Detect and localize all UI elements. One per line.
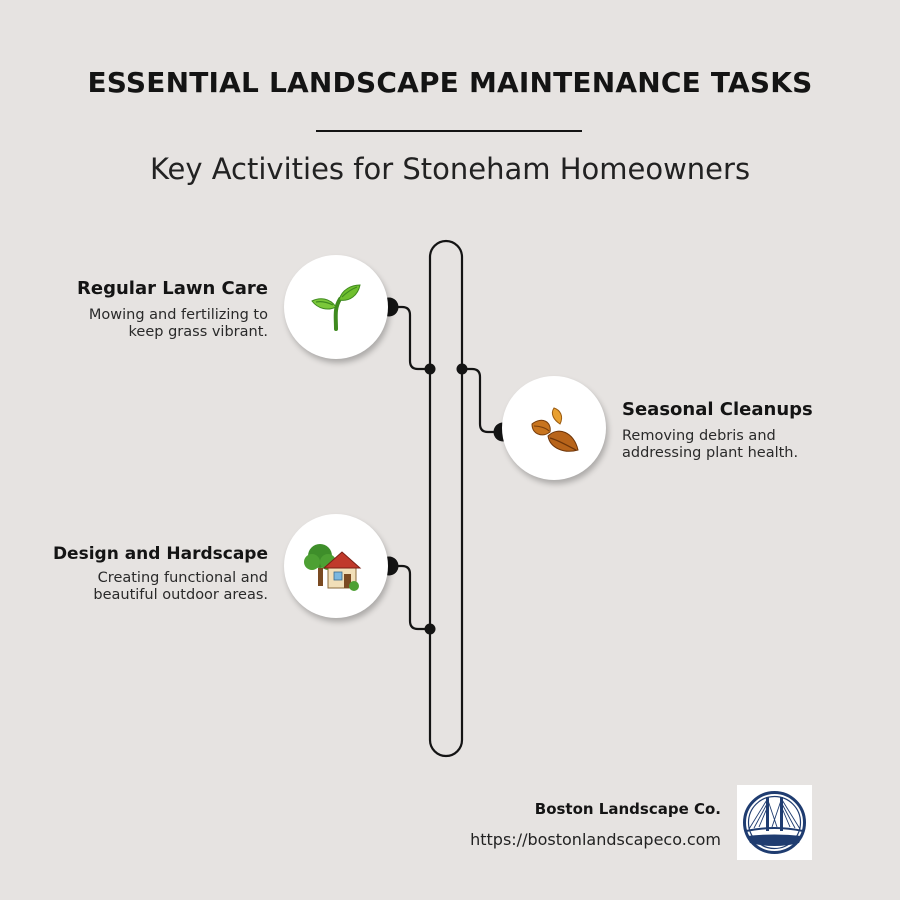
connector-design-hardscape (389, 566, 430, 629)
lawn-care-description-line: Mowing and fertilizing to (88, 307, 268, 323)
seedling-icon (284, 255, 388, 359)
lawn-care-description (89, 307, 268, 341)
company-url[interactable]: https://bostonlandscapeco.com (470, 830, 721, 849)
connector-lawn-care (389, 307, 430, 369)
junction-design-hardscape (425, 624, 436, 635)
infographic-title: ESSENTIAL LANDSCAPE MAINTENANCE TASKS (87, 66, 813, 99)
seasonal-cleanups-description (622, 428, 798, 462)
company-name: Boston Landscape Co. (534, 800, 721, 818)
design-hardscape-description-line: beautiful outdoor areas. (93, 587, 268, 603)
lawn-care-description-line: keep grass vibrant. (128, 324, 268, 340)
junction-lawn-care (425, 364, 436, 375)
house-with-garden-icon (284, 514, 388, 618)
company-logo (737, 785, 812, 860)
design-hardscape-description (93, 570, 268, 604)
design-hardscape-description-line: Creating functional and (97, 570, 268, 586)
seasonal-cleanups-title: Seasonal Cleanups (622, 399, 813, 420)
junction-seasonal-cleanups (457, 364, 468, 375)
design-hardscape-icon-circle (284, 514, 388, 618)
fallen-leaves-icon (502, 376, 606, 480)
connector-seasonal-cleanups (462, 369, 503, 432)
seasonal-cleanups-icon-circle (502, 376, 606, 480)
bridge-logo-icon (737, 785, 812, 860)
design-hardscape-title: Design and Hardscape (52, 544, 268, 564)
timeline-track (430, 241, 462, 756)
lawn-care-title: Regular Lawn Care (77, 278, 268, 299)
lawn-care-icon-circle (284, 255, 388, 359)
seasonal-cleanups-description-line: addressing plant health. (622, 445, 799, 461)
infographic-subtitle: Key Activities for Stoneham Homeowners (149, 152, 751, 186)
seasonal-cleanups-description-line: Removing debris and (622, 428, 776, 444)
